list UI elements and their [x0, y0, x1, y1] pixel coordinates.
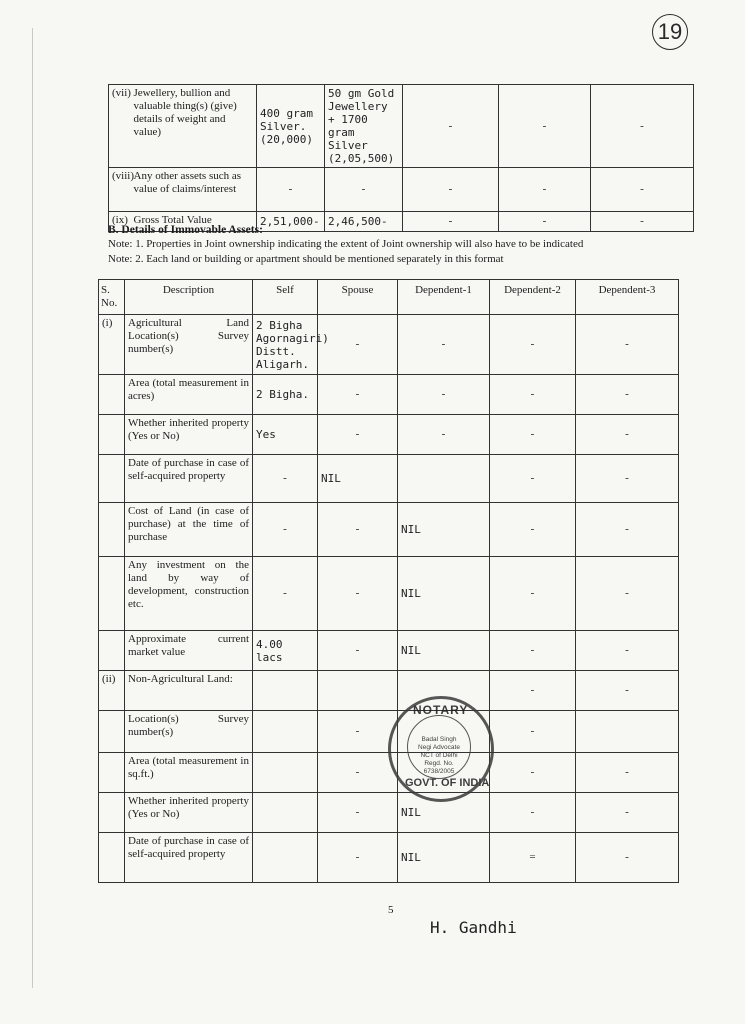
dependent2-cell: - — [499, 168, 591, 212]
spouse-cell: 2,46,500- — [325, 212, 403, 232]
signature: H. Gandhi — [430, 918, 517, 937]
desc-cell: Approximate current market value — [125, 631, 253, 671]
header-row — [99, 280, 679, 315]
dependent3-cell — [576, 711, 679, 753]
dependent1-cell — [398, 455, 490, 503]
table-row — [99, 455, 679, 503]
desc-cell: Date of purchase in case of self-acquired property — [125, 833, 253, 883]
header-dependent3: Dependent-3 — [576, 280, 679, 315]
dependent1-cell: NIL — [398, 557, 490, 631]
self-cell: - — [253, 503, 318, 557]
dependent3-cell: - — [576, 793, 679, 833]
sn-cell — [99, 455, 125, 503]
table-row — [99, 415, 679, 455]
table-row — [99, 793, 679, 833]
note-2: Note: 2. Each land or building or apartment should be mentioned separately in this format — [108, 253, 504, 265]
table-row — [99, 631, 679, 671]
spouse-cell: - — [325, 168, 403, 212]
self-cell: 2 Bigha Agornagiri) Distt. Aligarh. — [253, 315, 318, 375]
table-row — [99, 833, 679, 883]
table-row — [99, 557, 679, 631]
dependent1-cell: NIL — [398, 631, 490, 671]
table-row — [99, 503, 679, 557]
self-cell: - — [253, 455, 318, 503]
desc-cell: Whether inherited property (Yes or No) — [125, 793, 253, 833]
dependent2-cell: - — [490, 455, 576, 503]
sn-cell: (ix) — [109, 212, 131, 232]
self-cell — [253, 711, 318, 753]
desc-cell: Agricultural Land Location(s) Survey number(s) — [125, 315, 253, 375]
stamp-bottom-text: GOVT. OF INDIA — [405, 777, 490, 789]
immovable-section-title: B. Details of Immovable Assets: — [108, 224, 263, 236]
desc-cell: Any other assets such as value of claims/interest — [131, 168, 257, 212]
dependent1-cell: - — [403, 212, 499, 232]
note-1: Note: 1. Properties in Joint ownership indicating the extent of Joint ownership will also have to be indicated — [108, 238, 584, 250]
immovable-body — [99, 315, 679, 883]
self-cell: 2 Bigha. — [253, 375, 318, 415]
dependent1-cell: - — [403, 85, 499, 168]
sn-cell: (ii) — [99, 671, 125, 711]
header-dependent2: Dependent-2 — [490, 280, 576, 315]
dependent2-cell: - — [490, 557, 576, 631]
stamp-inner-ring — [407, 715, 471, 779]
desc-cell: Gross Total Value — [131, 212, 257, 232]
dependent3-cell: - — [591, 212, 694, 232]
dependent2-cell: - — [490, 315, 576, 375]
dependent3-cell: - — [576, 375, 679, 415]
sn-cell — [99, 557, 125, 631]
immovable-assets-table — [98, 279, 679, 883]
desc-cell: Any investment on the land by way of development, construction etc. — [125, 557, 253, 631]
spouse-cell: - — [318, 793, 398, 833]
stamp-top-text: NOTARY — [413, 703, 469, 717]
dependent3-cell: - — [576, 557, 679, 631]
self-cell: 4.00 lacs — [253, 631, 318, 671]
header-description: Description — [125, 280, 253, 315]
dependent3-cell: - — [576, 631, 679, 671]
table-row — [109, 168, 694, 212]
table-row — [99, 671, 679, 711]
dependent1-cell: - — [398, 375, 490, 415]
sn-cell — [99, 503, 125, 557]
self-cell — [253, 671, 318, 711]
dependent3-cell: - — [591, 85, 694, 168]
spouse-cell: NIL — [318, 455, 398, 503]
sn-cell — [99, 375, 125, 415]
dependent3-cell: - — [591, 168, 694, 212]
self-cell: 2,51,000- — [257, 212, 325, 232]
dependent1-cell: NIL — [398, 793, 490, 833]
dependent2-cell: - — [490, 671, 576, 711]
self-cell: 400 gram Silver. (20,000) — [257, 85, 325, 168]
self-cell — [253, 833, 318, 883]
desc-cell: Jewellery, bullion and valuable thing(s) (give) details of weight and value) — [131, 85, 257, 168]
sn-cell — [99, 753, 125, 793]
spouse-cell: - — [318, 415, 398, 455]
stamp-middle-text: Badal Singh Negi Advocate NCT of Delhi Regd. No. 6738/2005 — [418, 736, 460, 775]
spouse-cell: - — [318, 315, 398, 375]
self-cell: Yes — [253, 415, 318, 455]
dependent2-cell: - — [490, 711, 576, 753]
desc-cell: Location(s) Survey number(s) — [125, 711, 253, 753]
spouse-cell: - — [318, 753, 398, 793]
dependent3-cell: - — [576, 671, 679, 711]
dependent2-cell: = — [490, 833, 576, 883]
dependent3-cell: - — [576, 503, 679, 557]
self-cell: - — [257, 168, 325, 212]
dependent2-cell: - — [490, 375, 576, 415]
dependent1-cell: - — [403, 168, 499, 212]
spouse-cell: - — [318, 557, 398, 631]
header-self: Self — [253, 280, 318, 315]
page-edge-line — [32, 28, 33, 988]
dependent3-cell: - — [576, 415, 679, 455]
sn-cell — [99, 631, 125, 671]
dependent2-cell: - — [490, 415, 576, 455]
sn-cell: (vii) — [109, 85, 131, 168]
notary-stamp — [388, 696, 494, 802]
spouse-cell: 50 gm Gold Jewellery + 1700 gram Silver (2,05,500) — [325, 85, 403, 168]
header-dependent1: Dependent-1 — [398, 280, 490, 315]
desc-cell: Area (total measurement in sq.ft.) — [125, 753, 253, 793]
dependent1-cell: - — [398, 415, 490, 455]
sn-cell — [99, 793, 125, 833]
dependent1-cell: - — [398, 315, 490, 375]
dependent3-cell: - — [576, 833, 679, 883]
sn-cell: (i) — [99, 315, 125, 375]
self-cell — [253, 753, 318, 793]
spouse-cell: - — [318, 711, 398, 753]
dependent1-cell: NIL — [398, 503, 490, 557]
spouse-cell — [318, 671, 398, 711]
desc-cell: Date of purchase in case of self-acquired property — [125, 455, 253, 503]
dependent2-cell: - — [490, 503, 576, 557]
desc-cell: Cost of Land (in case of purchase) at the time of purchase — [125, 503, 253, 557]
dependent2-cell: - — [499, 85, 591, 168]
dependent3-cell: - — [576, 315, 679, 375]
self-cell — [253, 793, 318, 833]
dependent1-cell: NIL — [398, 833, 490, 883]
dependent2-cell: - — [490, 631, 576, 671]
spouse-cell: - — [318, 503, 398, 557]
movable-assets-table — [108, 84, 694, 232]
self-cell: - — [253, 557, 318, 631]
sn-cell: (viii) — [109, 168, 131, 212]
desc-cell: Whether inherited property (Yes or No) — [125, 415, 253, 455]
corner-page-number: 19 — [652, 14, 688, 50]
dependent2-cell: - — [490, 753, 576, 793]
sn-cell — [99, 415, 125, 455]
header-sn: S. No. — [99, 280, 125, 315]
dependent3-cell: - — [576, 455, 679, 503]
spouse-cell: - — [318, 375, 398, 415]
dependent2-cell: - — [499, 212, 591, 232]
page-number: 5 — [388, 904, 394, 916]
sn-cell — [99, 711, 125, 753]
dependent2-cell: - — [490, 793, 576, 833]
spouse-cell: - — [318, 631, 398, 671]
table-row — [109, 85, 694, 168]
sn-cell — [99, 833, 125, 883]
header-spouse: Spouse — [318, 280, 398, 315]
desc-cell: Non-Agricultural Land: — [125, 671, 253, 711]
table-row — [99, 315, 679, 375]
desc-cell: Area (total measurement in acres) — [125, 375, 253, 415]
table-row — [99, 375, 679, 415]
dependent3-cell: - — [576, 753, 679, 793]
spouse-cell: - — [318, 833, 398, 883]
